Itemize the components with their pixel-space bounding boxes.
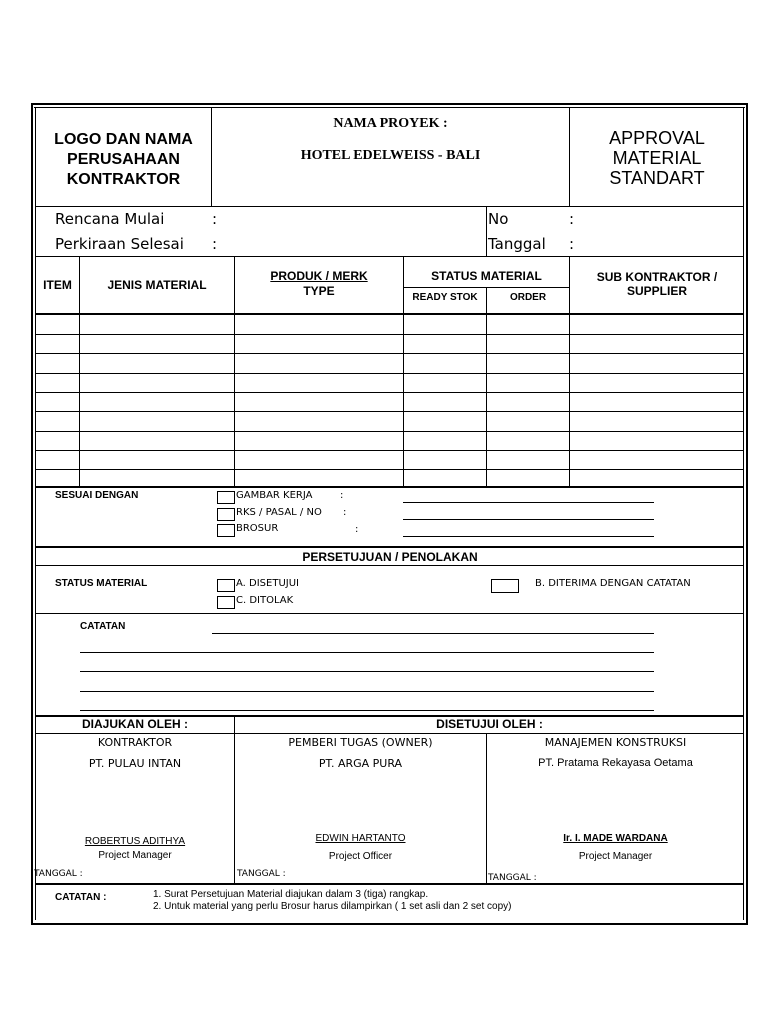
col-header-item: ITEM <box>43 278 72 292</box>
notes-line-3[interactable] <box>80 671 654 672</box>
status-material-label: STATUS MATERIAL <box>55 578 148 589</box>
doc-date-colon: : <box>569 235 575 253</box>
footer-note-1: 1. Surat Persetujuan Material diajukan dalam 3 (tiga) rangkap. <box>153 889 429 900</box>
owner-signer-title: Project Officer <box>328 851 393 862</box>
mk-signer-title: Project Manager <box>578 851 653 862</box>
checkbox-brochure[interactable] <box>217 524 235 537</box>
contractor-signer-title: Project Manager <box>98 850 172 861</box>
mk-company: PT. Pratama Rekayasa Oetama <box>538 757 693 769</box>
checkbox-rejected[interactable] <box>217 596 235 609</box>
working-drawing-input-line[interactable] <box>403 502 654 503</box>
option-accepted-with-notes: B. DITERIMA DENGAN CATATAN <box>535 578 691 589</box>
col-header-product: PRODUK / MERK TYPE <box>270 269 368 298</box>
notes-line-5[interactable] <box>80 710 654 711</box>
col-header-subcontractor: SUB KONTRAKTOR / SUPPLIER <box>596 270 718 298</box>
checkbox-accepted-with-notes[interactable] <box>491 579 519 593</box>
brochure-input-line[interactable] <box>403 536 654 537</box>
notes-label: CATATAN <box>80 621 126 632</box>
col-header-material: JENIS MATERIAL <box>107 278 207 292</box>
owner-signer-name: EDWIN HARTANTO <box>315 833 406 844</box>
option-approved: A. DISETUJUI <box>236 578 299 589</box>
col-header-order: ORDER <box>509 292 547 303</box>
col-header-ready-stock: READY STOK <box>412 292 478 303</box>
col-header-status: STATUS MATERIAL <box>431 269 542 283</box>
option-working-drawing-colon: : <box>340 490 344 501</box>
form-title: APPROVAL MATERIAL STANDART <box>609 128 705 188</box>
end-date-label: Perkiraan Selesai <box>55 235 184 253</box>
option-brochure: BROSUR <box>236 523 279 534</box>
mk-role: MANAJEMEN KONSTRUKSI <box>544 736 687 749</box>
mk-date-label: TANGGAL : <box>488 873 537 883</box>
doc-number-colon: : <box>569 210 575 228</box>
option-rejected: C. DITOLAK <box>236 595 294 606</box>
option-working-drawing: GAMBAR KERJA <box>236 490 313 501</box>
owner-company: PT. ARGA PURA <box>318 757 403 770</box>
checkbox-approved[interactable] <box>217 579 235 592</box>
end-date-colon: : <box>212 235 218 253</box>
approval-heading: PERSETUJUAN / PENOLAKAN <box>302 550 478 564</box>
notes-line-4[interactable] <box>80 691 654 692</box>
contractor-logo-placeholder: LOGO DAN NAMA PERUSAHAAN KONTRAKTOR <box>54 131 193 188</box>
notes-line-2[interactable] <box>80 652 654 653</box>
option-rks: RKS / PASAL / NO <box>236 507 322 518</box>
doc-number-label: No <box>488 210 509 228</box>
option-brochure-colon: : <box>355 524 359 535</box>
option-rks-colon: : <box>343 507 347 518</box>
project-label: NAMA PROYEK : <box>333 116 448 131</box>
footer-note-2: 2. Untuk material yang perlu Brosur harus dilampirkan ( 1 set asli dan 2 set copy) <box>153 901 512 912</box>
notes-line-1[interactable] <box>212 633 654 634</box>
contractor-date-label: TANGGAL : <box>34 869 83 879</box>
contractor-role: KONTRAKTOR <box>97 736 173 749</box>
start-date-colon: : <box>212 210 218 228</box>
contractor-company: PT. PULAU INTAN <box>88 757 182 770</box>
conformity-label: SESUAI DENGAN <box>55 490 139 501</box>
owner-date-label: TANGGAL : <box>237 869 286 879</box>
rks-input-line[interactable] <box>403 519 654 520</box>
approved-by-heading: DISETUJUI OLEH : <box>436 717 543 731</box>
checkbox-rks[interactable] <box>217 508 235 521</box>
mk-signer-name: Ir. I. MADE WARDANA <box>563 833 668 844</box>
checkbox-working-drawing[interactable] <box>217 491 235 504</box>
owner-role: PEMBERI TUGAS (OWNER) <box>288 736 433 749</box>
start-date-label: Rencana Mulai <box>55 210 165 228</box>
doc-date-label: Tanggal <box>488 235 546 253</box>
footer-notes-label: CATATAN : <box>55 892 107 903</box>
submitted-by-heading: DIAJUKAN OLEH : <box>81 717 188 731</box>
contractor-signer-name: ROBERTUS ADITHYA <box>84 836 186 847</box>
project-name: HOTEL EDELWEISS - BALI <box>300 148 481 163</box>
